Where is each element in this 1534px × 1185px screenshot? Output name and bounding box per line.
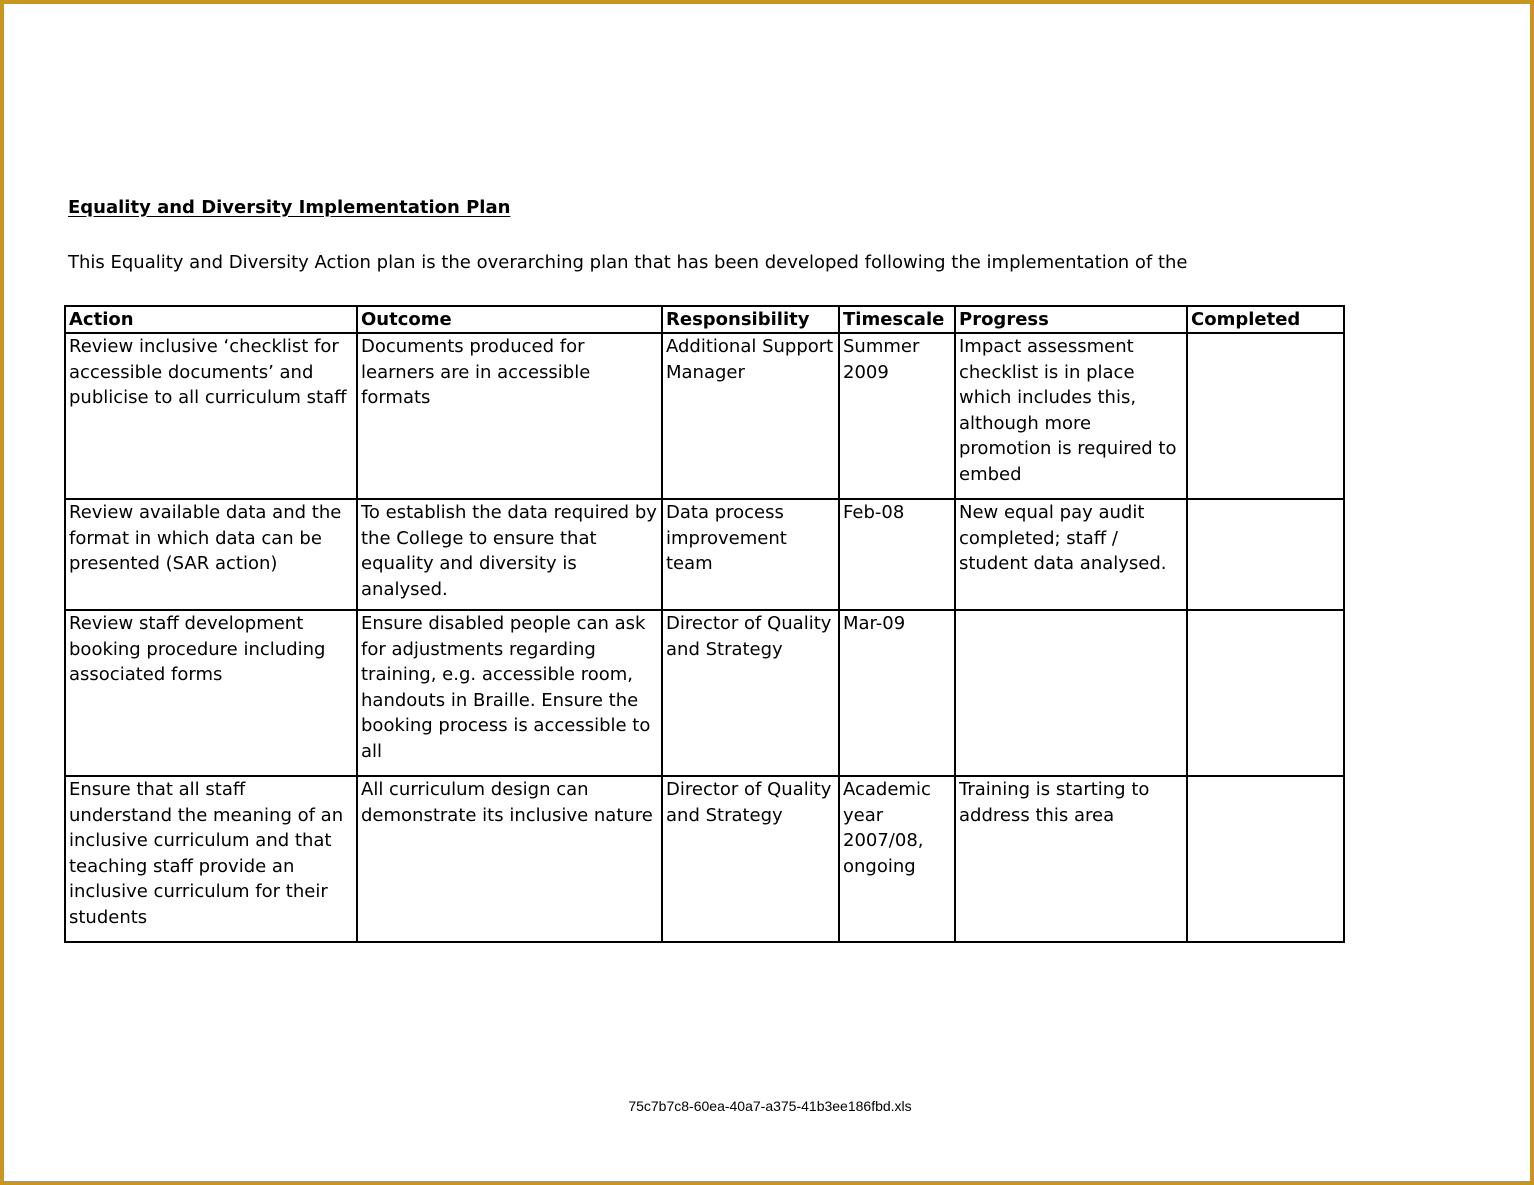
cell-action: Review available data and the format in which data can be presented (SAR action) xyxy=(65,499,357,610)
cell-progress xyxy=(955,610,1187,776)
header-progress: Progress xyxy=(955,306,1187,333)
header-outcome: Outcome xyxy=(357,306,662,333)
cell-completed xyxy=(1187,776,1344,942)
implementation-plan-table xyxy=(64,305,1345,943)
cell-timescale: Academic year 2007/08, ongoing xyxy=(839,776,955,942)
table-row xyxy=(65,499,1344,610)
table-row xyxy=(65,333,1344,499)
header-action: Action xyxy=(65,306,357,333)
cell-outcome: Documents produced for learners are in accessible formats xyxy=(357,333,662,499)
document-intro: This Equality and Diversity Action plan is the overarching plan that has been developed following the implementation of the xyxy=(68,252,1188,273)
cell-progress: New equal pay audit completed; staff / student data analysed. xyxy=(955,499,1187,610)
header-responsibility: Responsibility xyxy=(662,306,839,333)
cell-responsibility: Director of Quality and Strategy xyxy=(662,776,839,942)
cell-action: Review inclusive ‘checklist for accessible documents’ and publicise to all curriculum staff xyxy=(65,333,357,499)
document-title: Equality and Diversity Implementation Plan xyxy=(68,197,511,218)
cell-responsibility: Director of Quality and Strategy xyxy=(662,610,839,776)
cell-responsibility: Data process improvement team xyxy=(662,499,839,610)
cell-completed xyxy=(1187,610,1344,776)
header-completed: Completed xyxy=(1187,306,1344,333)
file-name-footer: 75c7b7c8-60ea-40a7-a375-41b3ee186fbd.xls xyxy=(628,1098,912,1114)
cell-outcome: To establish the data required by the College to ensure that equality and diversity is analysed. xyxy=(357,499,662,610)
cell-outcome: Ensure disabled people can ask for adjustments regarding training, e.g. accessible room, handouts in Braille. Ensure the booking process is accessible to all xyxy=(357,610,662,776)
cell-completed xyxy=(1187,499,1344,610)
cell-completed xyxy=(1187,333,1344,499)
cell-timescale: Mar-09 xyxy=(839,610,955,776)
table-header-row xyxy=(65,306,1344,333)
cell-timescale: Summer 2009 xyxy=(839,333,955,499)
cell-timescale: Feb-08 xyxy=(839,499,955,610)
cell-action: Ensure that all staff understand the meaning of an inclusive curriculum and that teaching staff provide an inclusive curriculum for their students xyxy=(65,776,357,942)
table-row xyxy=(65,610,1344,776)
header-timescale: Timescale xyxy=(839,306,955,333)
cell-outcome: All curriculum design can demonstrate its inclusive nature xyxy=(357,776,662,942)
cell-responsibility: Additional Support Manager xyxy=(662,333,839,499)
cell-progress: Impact assessment checklist is in place which includes this, although more promotion is required to embed xyxy=(955,333,1187,499)
table-row xyxy=(65,776,1344,942)
cell-progress: Training is starting to address this area xyxy=(955,776,1187,942)
cell-action: Review staff development booking procedure including associated forms xyxy=(65,610,357,776)
